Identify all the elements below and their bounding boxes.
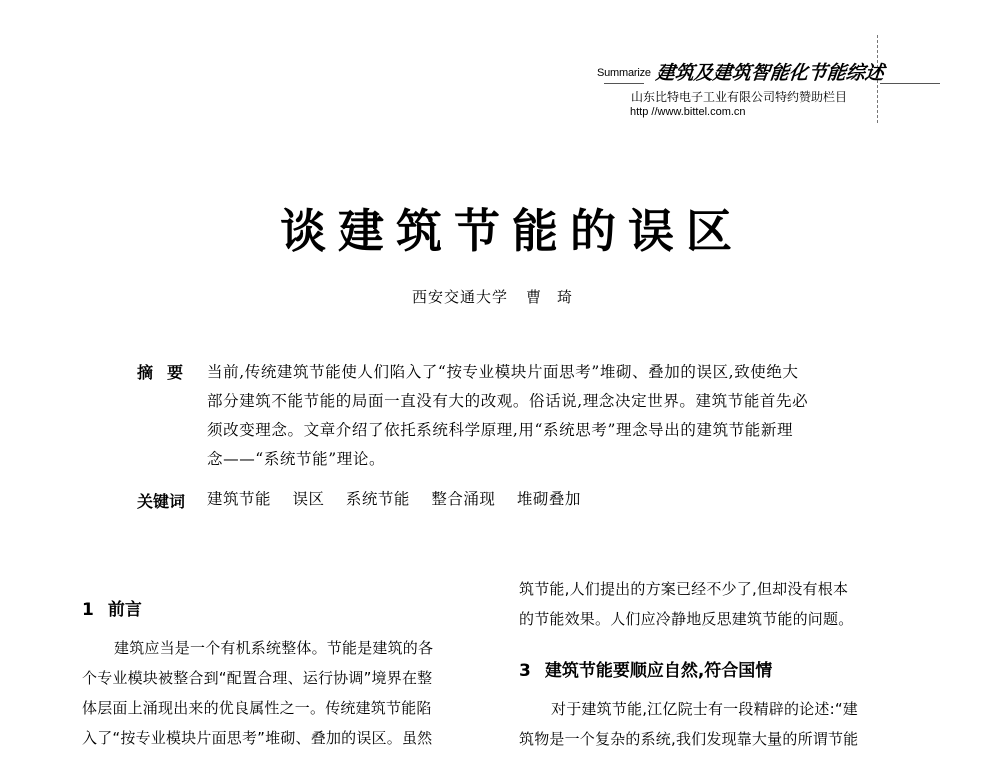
paragraph-line: 入了“按专业模块片面思考”堆砌、叠加的误区。虽然 — [82, 729, 433, 747]
author-affiliation: 西安交通大学 — [411, 288, 508, 306]
author-line — [0, 286, 1000, 307]
paragraph-line: 体层面上涌现出来的优良属性之一。传统建筑节能陷 — [82, 699, 432, 717]
column-sponsor: 山东比特电子工业有限公司特约赞助栏目 — [631, 90, 848, 104]
abstract-text — [207, 358, 867, 474]
abstract-line: 念——“系统节能”理论。 — [207, 450, 386, 468]
column-url: http //www.bittel.com.cn — [630, 106, 746, 118]
paragraph-line: 建筑应当是一个有机系统整体。节能是建筑的各 — [114, 639, 434, 657]
abstract-line: 须改变理念。文章介绍了依托系统科学原理,用“系统思考”理念导出的建筑节能新理 — [207, 421, 794, 439]
keyword: 整合涌现 — [431, 490, 496, 508]
author-name: 曹琦 — [526, 288, 589, 306]
section-3-heading — [519, 656, 772, 681]
article-title: 谈建筑节能的误区 — [280, 204, 744, 258]
section-1-heading — [82, 595, 142, 620]
column-summarize-label: Summarize — [597, 67, 651, 79]
keyword: 误区 — [292, 490, 325, 508]
keywords-list — [207, 487, 597, 509]
right-column-text-bottom — [519, 694, 929, 754]
header-rule-left — [604, 83, 644, 84]
section-3-number: 3 — [519, 661, 531, 681]
paragraph-line: 筑节能,人们提出的方案已经不少了,但却没有根本 — [519, 580, 849, 598]
column-title: 建筑及建筑智能化节能综述 — [654, 62, 886, 84]
paragraph-line: 的节能效果。人们应冷静地反思建筑节能的问题。 — [519, 610, 854, 628]
right-column-text-top — [519, 574, 929, 634]
abstract-label: 摘要 — [137, 363, 198, 382]
section-1-number: 1 — [82, 600, 94, 620]
abstract-line: 当前,传统建筑节能使人们陷入了“按专业模块片面思考”堆砌、叠加的误区,致使绝大 — [207, 363, 799, 381]
section-1-title: 前言 — [107, 600, 142, 620]
paragraph-line: 个专业模块被整合到“配置合理、运行协调”境界在整 — [82, 669, 433, 687]
abstract-line: 部分建筑不能节能的局面一直没有大的改观。俗话说,理念决定世界。建筑节能首先必 — [207, 392, 809, 410]
keywords-label: 关键词 — [137, 492, 186, 511]
keyword: 建筑节能 — [207, 490, 272, 508]
left-column-text — [82, 633, 482, 753]
section-3-title: 建筑节能要顺应自然,符合国情 — [544, 661, 773, 681]
paragraph-line: 对于建筑节能,江亿院士有一段精辟的论述:“建 — [551, 700, 858, 718]
header-rule-right — [880, 83, 940, 84]
keyword: 堆砌叠加 — [516, 490, 581, 508]
keyword: 系统节能 — [345, 490, 410, 508]
paragraph-line: 筑物是一个复杂的系统,我们发现靠大量的所谓节能 — [519, 730, 859, 748]
